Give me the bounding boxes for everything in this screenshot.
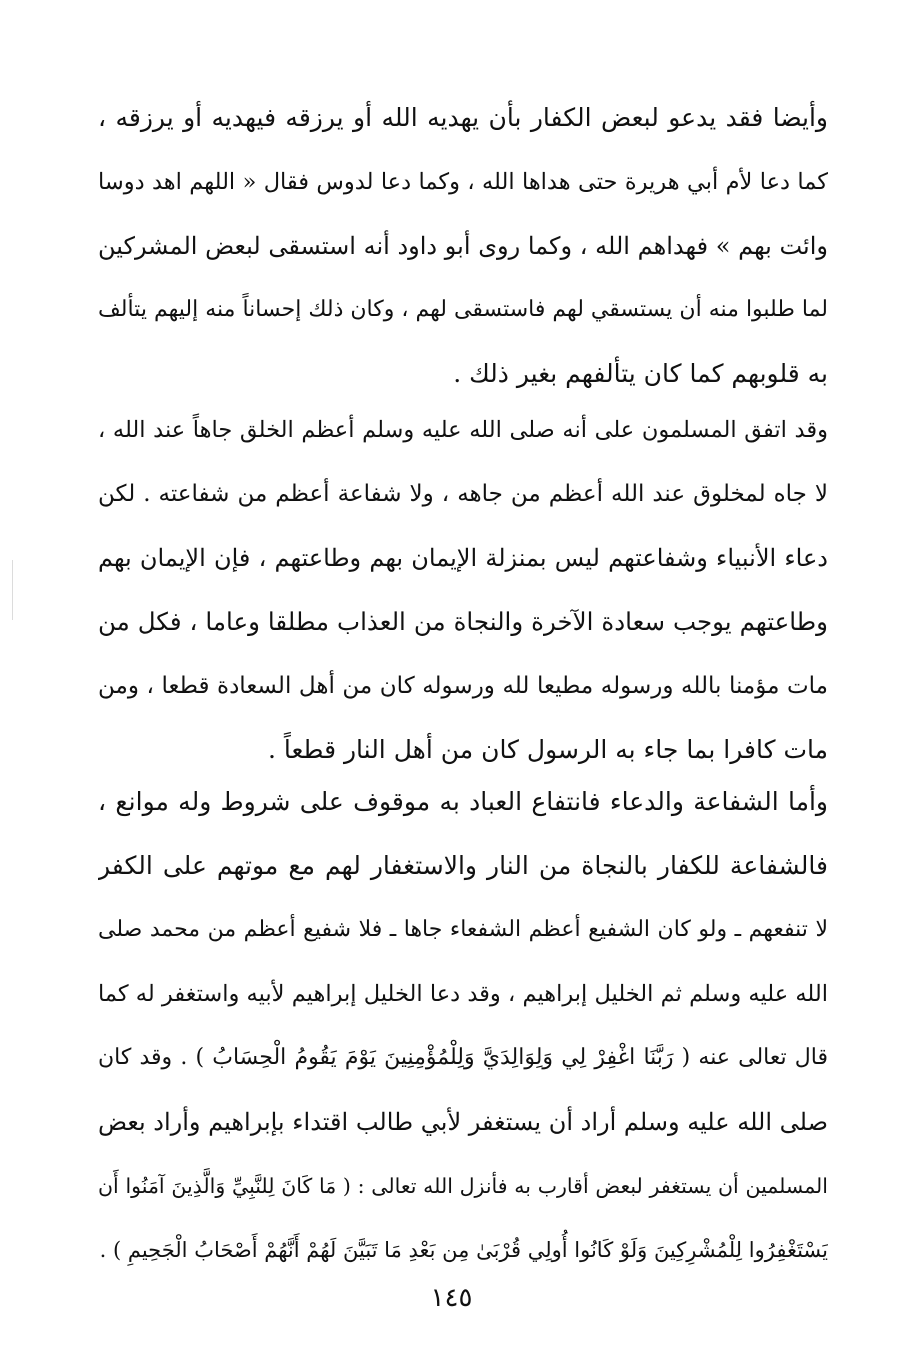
paragraph-line-quran-verse: قال تعالى عنه ( رَبَّنَا اغْفِرْ لِي وَلِوَالِدَيَّ وَلِلْمُؤْمِنِينَ يَوْمَ يَقُومُ الْحِسَابُ ) . وقد كان xyxy=(98,1045,828,1070)
paragraph-2 xyxy=(98,398,828,782)
paragraph-line: وقد اتفق المسلمون على أنه صلى الله عليه وسلم أعظم الخلق جاهاً عند الله ، xyxy=(98,417,828,443)
paragraph-3 xyxy=(98,770,828,1282)
paragraph-line: لا تنفعهم ـ ولو كان الشفيع أعظم الشفعاء جاها ـ فلا شفيع أعظم من محمد صلى xyxy=(98,917,828,942)
paragraph-line: وأما الشفاعة والدعاء فانتفاع العباد به موقوف على شروط وله موانع ، xyxy=(98,787,828,816)
paragraph-line-quran-verse: المسلمين أن يستغفر لبعض أقارب به فأنزل الله تعالى : ( مَا كَانَ لِلنَّبِيِّ وَالَّذِينَ آمَنُوا أَن xyxy=(98,1174,828,1198)
paragraph-line: وطاعتهم يوجب سعادة الآخرة والنجاة من العذاب مطلقا وعاما ، فكل من xyxy=(98,607,828,636)
paragraph-line: الله عليه وسلم ثم الخليل إبراهيم ، وقد دعا الخليل إبراهيم لأبيه واستغفر له كما xyxy=(98,981,828,1007)
paragraph-line: مات كافرا بما جاء به الرسول كان من أهل النار قطعاً . xyxy=(267,735,828,764)
paragraph-line: لما طلبوا منه أن يستسقي لهم فاستسقى لهم ، وكان ذلك إحساناً منه إليهم يتألف xyxy=(98,297,828,322)
paragraph-line: كما دعا لأم أبي هريرة حتى هداها الله ، وكما دعا لدوس فقال « اللهم اهد دوسا xyxy=(98,169,828,195)
paragraph-1 xyxy=(98,86,828,406)
paragraph-line: دعاء الأنبياء وشفاعتهم ليس بمنزلة الإيمان بهم وطاعتهم ، فإن الإيمان بهم xyxy=(98,544,828,572)
scan-margin-line xyxy=(12,560,13,620)
page-number: ١٤٥ xyxy=(430,1283,473,1313)
paragraph-line: لا جاه لمخلوق عند الله أعظم من جاهه ، ولا شفاعة أعظم من شفاعته . لكن xyxy=(98,481,828,507)
paragraph-line-quran-verse: يَسْتَغْفِرُوا لِلْمُشْرِكِينَ وَلَوْ كَانُوا أُولِي قُرْبَىٰ مِن بَعْدِ مَا تَبَيَّنَ لَهُمْ أَنَّهُمْ أَصْحَابُ الْجَحِيمِ ) . xyxy=(99,1238,828,1262)
paragraph-line: وائت بهم » فهداهم الله ، وكما روى أبو داود أنه استسقى لبعض المشركين xyxy=(98,232,828,260)
paragraph-line: مات مؤمنا بالله ورسوله مطيعا لله ورسوله كان من أهل السعادة قطعا ، ومن xyxy=(98,673,828,699)
paragraph-line: صلى الله عليه وسلم أراد أن يستغفر لأبي طالب اقتداء بإبراهيم وأراد بعض xyxy=(98,1108,828,1136)
paragraph-line: به قلوبهم كما كان يتألفهم بغير ذلك . xyxy=(453,359,828,388)
paragraph-line: وأيضا فقد يدعو لبعض الكفار بأن يهديه الله أو يرزقه فيهديه أو يرزقه ، xyxy=(98,103,828,132)
paragraph-line: فالشفاعة للكفار بالنجاة من النار والاستغفار لهم مع موتهم على الكفر xyxy=(98,851,828,880)
